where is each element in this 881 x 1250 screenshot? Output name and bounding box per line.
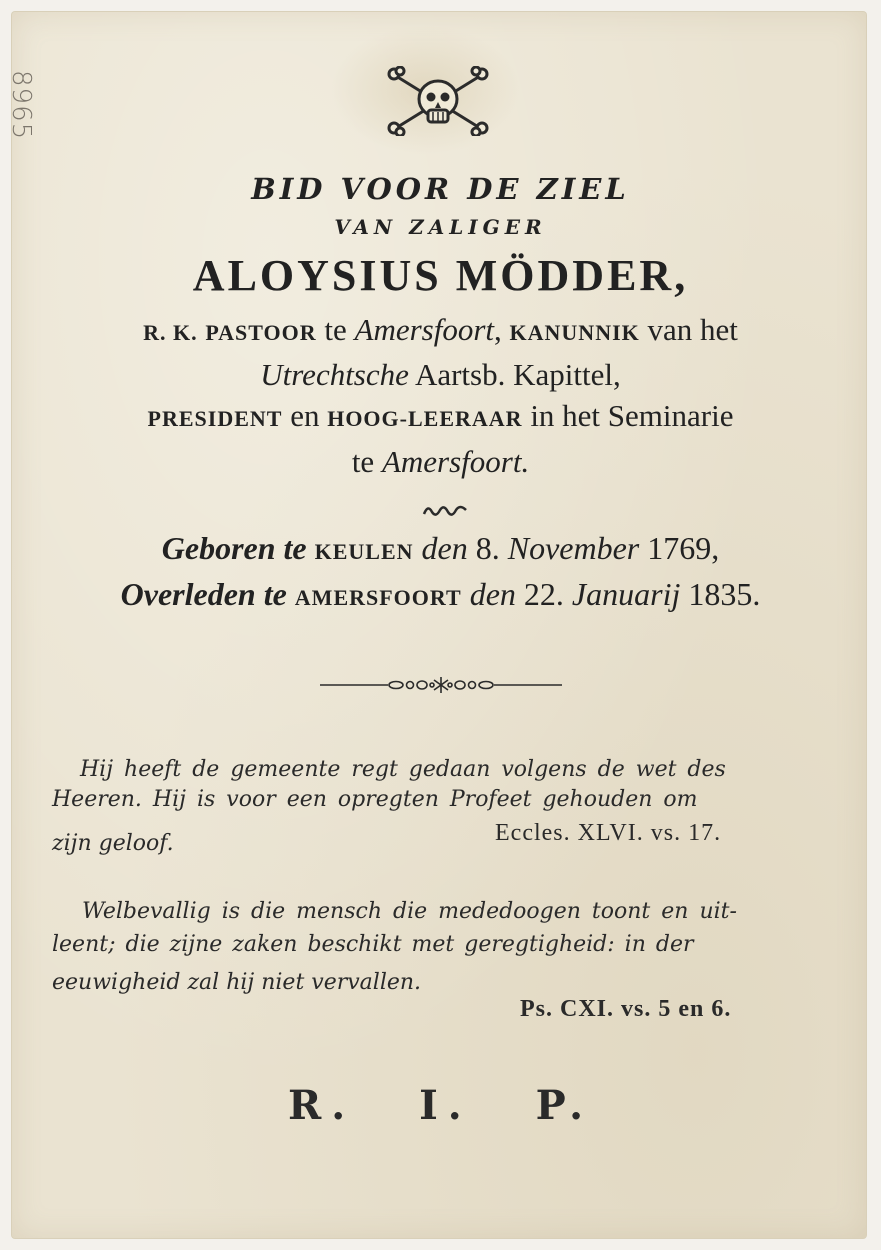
- title-rk: R. K.: [143, 320, 198, 345]
- title-president: PRESIDENT: [147, 406, 283, 431]
- title-en: en: [290, 398, 320, 433]
- birth-day: 8.: [475, 530, 500, 566]
- title-kanunnik: KANUNNIK: [509, 320, 640, 345]
- verse-2-line-3: eeuwigheid zal hij niet vervallen.: [52, 970, 422, 995]
- title-line-4: [0, 444, 881, 480]
- verse-2-line-1: Welbevallig is die mensch die mededoogen toont en uit-: [82, 899, 737, 924]
- heading-bid: BID VOOR DE ZIEL: [251, 172, 630, 206]
- death-place: AMERSFOORT: [294, 585, 462, 610]
- title-place-2: Amersfoort.: [381, 444, 530, 479]
- verse-2-reference: Ps. CXI. vs. 5 en 6.: [520, 996, 732, 1022]
- title-comma: ,: [494, 312, 502, 347]
- death-den: den: [469, 576, 516, 612]
- deceased-name: ALOYSIUS MÖDDER,: [192, 251, 689, 300]
- death-year: 1835.: [688, 576, 761, 612]
- birth-month: November: [507, 530, 640, 566]
- title-line-3: [0, 398, 881, 434]
- skull-crossbones-icon: [386, 66, 490, 136]
- heading-van-zaliger: VAN ZALIGER: [334, 215, 547, 239]
- title-line-2: [0, 357, 881, 393]
- verse-1-line-1: Hij heeft de gemeente regt gedaan volgens de wet des: [80, 757, 726, 782]
- rip-inscription: R. I. P.: [287, 1082, 594, 1129]
- birth-line: [0, 530, 881, 567]
- death-label: Overleden te: [120, 576, 287, 612]
- title-line-1: [0, 312, 881, 348]
- title-hoogleeraar: HOOG-LEERAAR: [327, 406, 523, 431]
- verse-1-line-2: Heeren. Hij is voor een opregten Profeet gehouden om: [52, 787, 698, 812]
- death-day: 22.: [523, 576, 564, 612]
- verse-2-line-2: leent; die zijne zaken beschikt met geregtigheid: in der: [52, 932, 694, 957]
- pencil-inventory-number: 8965: [6, 70, 36, 141]
- title-seminarie: in het Seminarie: [530, 398, 734, 433]
- ornament-divider-icon: [318, 675, 564, 695]
- birth-label: Geboren te: [161, 530, 307, 566]
- birth-den: den: [421, 530, 468, 566]
- death-line: [0, 576, 881, 613]
- title-kapittel: Aartsb. Kapittel,: [414, 357, 621, 392]
- title-te: te: [324, 312, 347, 347]
- title-te-2: te: [351, 444, 375, 479]
- verse-1-line-3: zijn geloof.: [52, 831, 174, 856]
- title-van-het: van het: [647, 312, 738, 347]
- death-month: Januarij: [571, 576, 681, 612]
- title-pastoor: PASTOOR: [205, 320, 317, 345]
- title-utrechtsche: Utrechtsche: [260, 357, 409, 392]
- verse-1-reference: Eccles. XLVI. vs. 17.: [495, 820, 722, 846]
- birth-place: KEULEN: [314, 539, 414, 564]
- ornament-tilde-icon: [422, 502, 468, 518]
- title-place: Amersfoort: [354, 312, 495, 347]
- birth-year: 1769,: [647, 530, 720, 566]
